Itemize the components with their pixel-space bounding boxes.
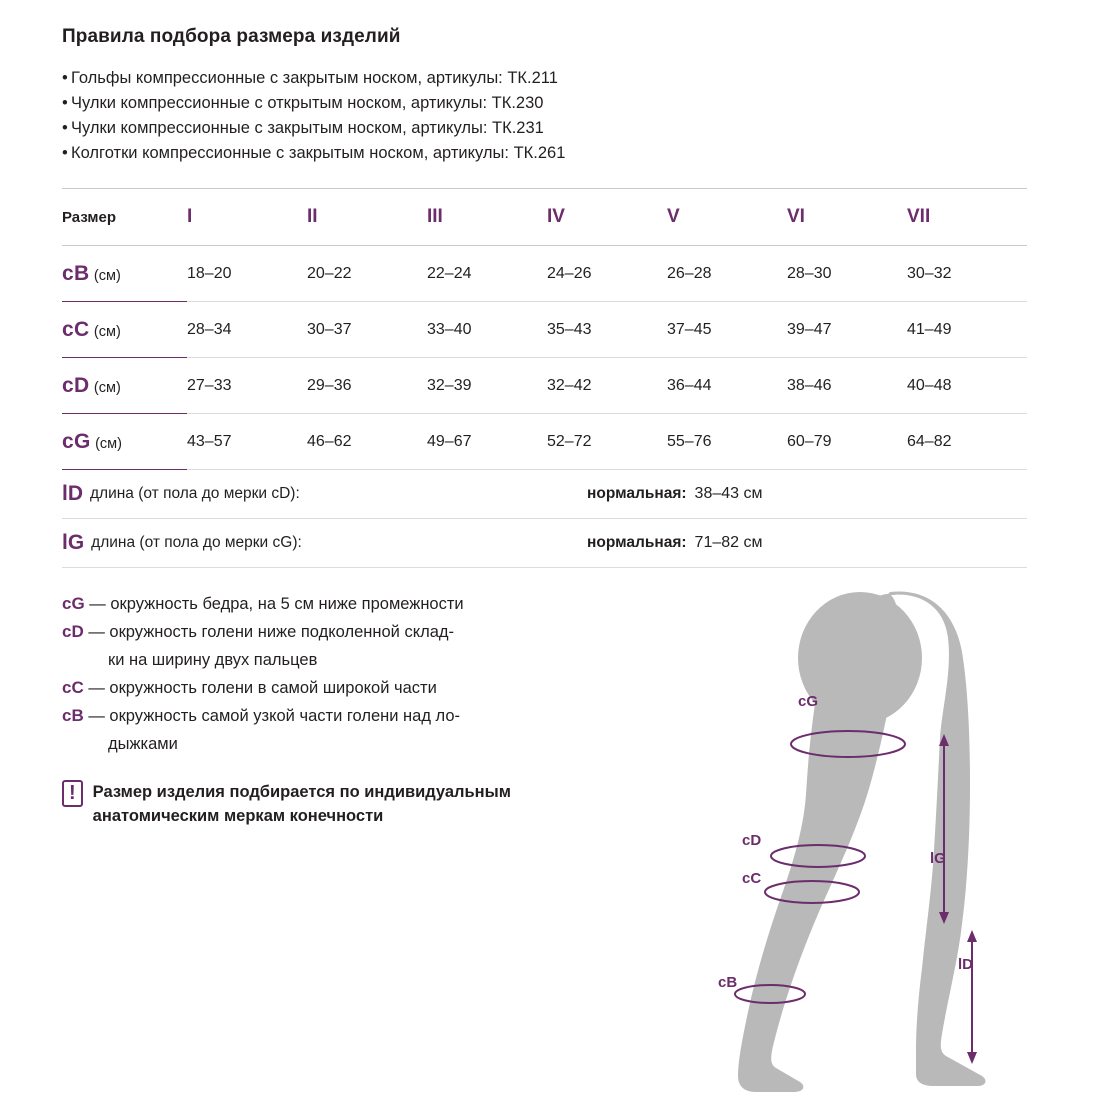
size-table: [62, 188, 1027, 470]
row-code: cC: [62, 317, 90, 341]
list-item: [62, 66, 1040, 91]
cell: 22–24: [427, 246, 547, 302]
legend-text: — окружность голени в самой широкой части: [83, 679, 437, 697]
length-normal-label: нормальная:: [587, 485, 687, 502]
bullet-dot: •: [62, 144, 68, 162]
legend-item-cb-cont: дыжками: [108, 735, 178, 753]
row-label-cg: [62, 414, 187, 470]
legend-item-cd: [62, 618, 682, 646]
legend-text: — окружность самой узкой части голени над ло-: [83, 707, 461, 725]
row-code: cB: [62, 261, 90, 285]
cell: 26–28: [667, 246, 787, 302]
ld-arrow-top: [967, 930, 977, 942]
cell: 60–79: [787, 414, 907, 470]
length-normal-value: 71–82 см: [694, 534, 763, 551]
row-code: cG: [62, 429, 91, 453]
legend-text: — окружность голени ниже подколенной склад-: [83, 623, 455, 641]
length-normal-label: нормальная:: [587, 534, 687, 551]
column-header-v: V: [667, 189, 787, 246]
column-header-ii: II: [307, 189, 427, 246]
cell: 46–62: [307, 414, 427, 470]
cell: 30–32: [907, 246, 1027, 302]
cell: 28–30: [787, 246, 907, 302]
legend-code: cG: [62, 594, 85, 613]
legend-item-cd-cont: ки на ширину двух пальцев: [108, 651, 318, 669]
exclamation-icon: !: [62, 780, 83, 807]
cell: 41–49: [907, 302, 1027, 358]
ld-arrow-bottom: [967, 1052, 977, 1064]
row-label-cc: [62, 302, 187, 358]
table-header-row: [62, 189, 1027, 246]
bullet-dot: •: [62, 94, 68, 112]
row-unit: (см): [95, 435, 122, 452]
cell: 32–42: [547, 358, 667, 414]
length-description: длина (от пола до мерки cD):: [90, 485, 300, 502]
legend-code: cC: [62, 678, 84, 697]
cell: 64–82: [907, 414, 1027, 470]
row-unit: (см): [93, 379, 121, 396]
cell: 43–57: [187, 414, 307, 470]
legend-text: — окружность бедра, на 5 см ниже промежности: [84, 595, 464, 613]
table-row: [62, 302, 1027, 358]
legend-item-cc: [62, 674, 682, 702]
cell: 28–34: [187, 302, 307, 358]
cell: 39–47: [787, 302, 907, 358]
note-line-1: Размер изделия подбирается по индивидуальным: [92, 783, 511, 801]
length-value-group: [587, 534, 1027, 552]
note-text: [93, 780, 511, 828]
list-item-label: Гольфы компрессионные с закрытым носком, артикулы: ТК.211: [71, 69, 558, 87]
cell: 38–46: [787, 358, 907, 414]
row-label-cb: [62, 246, 187, 302]
legend-code: cD: [62, 622, 84, 641]
length-normal-value: 38–43 см: [694, 485, 763, 502]
cell: 37–45: [667, 302, 787, 358]
cell: 18–20: [187, 246, 307, 302]
cd-label: cD: [742, 832, 762, 849]
cell: 55–76: [667, 414, 787, 470]
row-code: cD: [62, 373, 90, 397]
cc-label: cC: [742, 870, 762, 887]
page-title: Правила подбора размера изделий: [62, 26, 401, 47]
column-header-i: I: [187, 189, 307, 246]
cell: 30–37: [307, 302, 427, 358]
list-item-label: Чулки компрессионные с открытым носком, артикулы: ТК.230: [71, 94, 544, 112]
list-item-label: Чулки компрессионные с закрытым носком, артикулы: ТК.231: [71, 119, 544, 137]
list-item-label: Колготки компрессионные с закрытым носком, артикулы: ТК.261: [71, 144, 566, 162]
note-block: [62, 780, 702, 828]
column-header-vii: VII: [907, 189, 1027, 246]
legend-item-cb: [62, 702, 682, 730]
cell: 49–67: [427, 414, 547, 470]
cell: 40–48: [907, 358, 1027, 414]
leg-diagram: [690, 588, 1090, 1100]
column-header-iv: IV: [547, 189, 667, 246]
table-row: [62, 246, 1027, 302]
cell: 33–40: [427, 302, 547, 358]
bullet-dot: •: [62, 69, 68, 87]
cell: 35–43: [547, 302, 667, 358]
column-header-iii: III: [427, 189, 547, 246]
column-header-vi: VI: [787, 189, 907, 246]
length-code: lD: [62, 482, 83, 505]
cell: 20–22: [307, 246, 427, 302]
cell: 29–36: [307, 358, 427, 414]
ld-label: lD: [958, 956, 973, 973]
column-header-size: Размер: [62, 189, 187, 246]
list-item: [62, 141, 1040, 166]
row-label-cd: [62, 358, 187, 414]
table-row: [62, 414, 1027, 470]
note-line-2: анатомическим меркам конечности: [92, 807, 384, 825]
length-row-lg: [62, 519, 1027, 568]
row-unit: (см): [93, 267, 121, 284]
cell: 24–26: [547, 246, 667, 302]
length-value-group: [587, 485, 1027, 503]
list-item: [62, 116, 1040, 141]
lg-label: lG: [930, 850, 946, 867]
measurement-legend: [62, 590, 682, 758]
length-description: длина (от пола до мерки cG):: [91, 534, 302, 551]
cg-label: cG: [798, 693, 819, 710]
table-row: [62, 358, 1027, 414]
cb-label: cB: [718, 974, 738, 991]
cell: 52–72: [547, 414, 667, 470]
product-list: [62, 66, 1040, 166]
cell: 27–33: [187, 358, 307, 414]
length-code: lG: [62, 531, 85, 554]
cell: 32–39: [427, 358, 547, 414]
legend-code: cB: [62, 706, 84, 725]
row-unit: (см): [93, 323, 121, 340]
length-row-ld: [62, 470, 1027, 519]
legend-item-cg: [62, 590, 682, 618]
cell: 36–44: [667, 358, 787, 414]
bullet-dot: •: [62, 119, 68, 137]
list-item: [62, 91, 1040, 116]
